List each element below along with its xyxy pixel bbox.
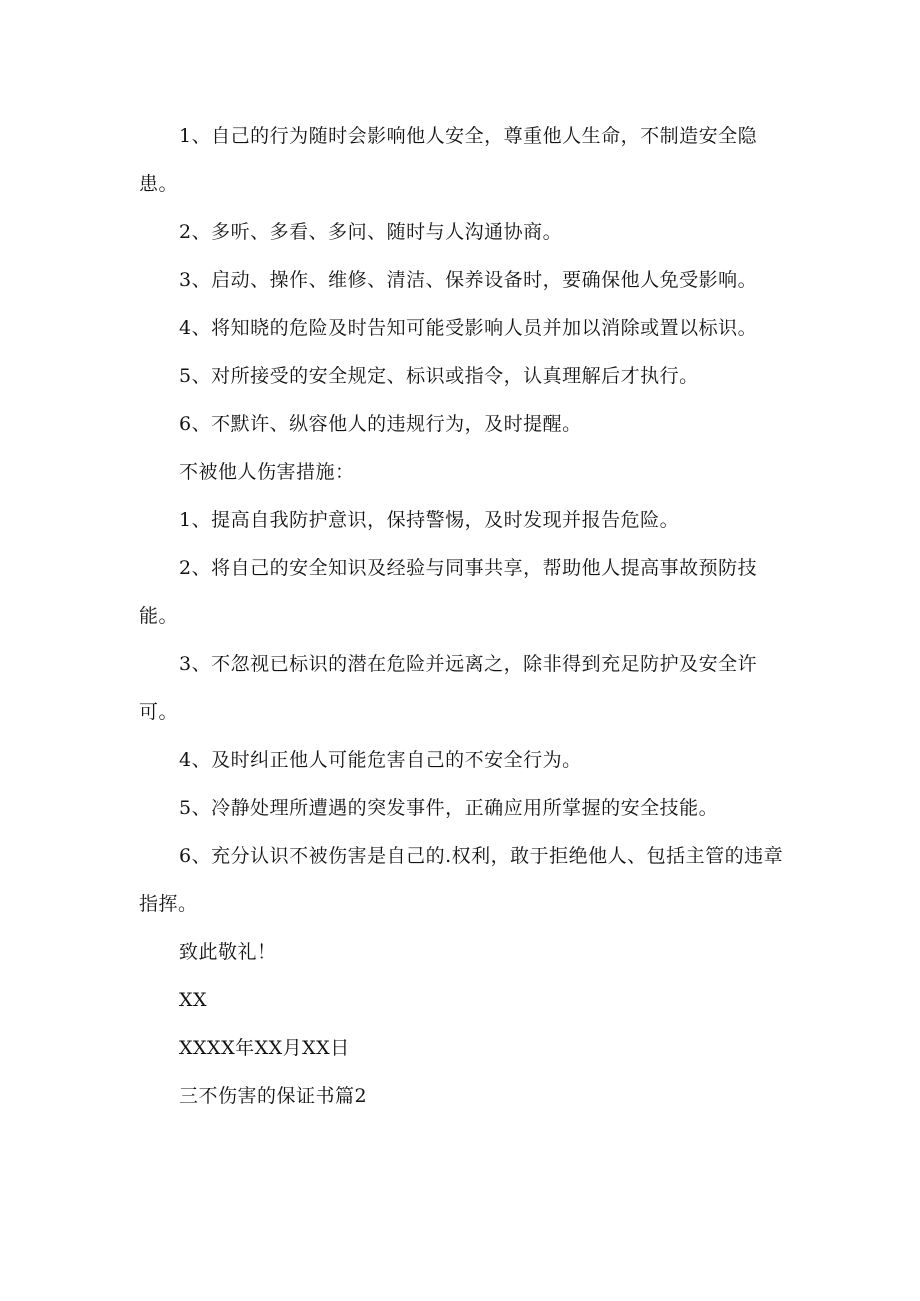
paragraph-item-12: 6、充分认识不被伤害是自己的.权利，敢于拒绝他人、包括主管的违章指挥。 <box>139 845 784 915</box>
section-heading: 不被他人伤害措施： <box>179 461 355 483</box>
paragraph-item-4: 4、将知晓的危险及时告知可能受影响人员并加以消除或置以标识。 <box>179 317 758 339</box>
paragraph-item-5: 5、对所接受的安全规定、标识或指令，认真理解后才执行。 <box>179 365 699 387</box>
closing-salutation: 致此敬礼！ <box>179 941 277 963</box>
paragraph-item-3: 3、启动、操作、维修、清洁、保养设备时，要确保他人免受影响。 <box>179 269 758 291</box>
document-body <box>139 112 789 1120</box>
signature-date: XXXX年XX月XX日 <box>179 1037 350 1059</box>
next-section-title: 三不伤害的保证书篇2 <box>179 1085 368 1107</box>
paragraph-item-11: 5、冷静处理所遭遇的突发事件，正确应用所掌握的安全技能。 <box>179 797 719 819</box>
paragraph-item-1: 1、自己的行为随时会影响他人安全，尊重他人生命，不制造安全隐患。 <box>139 125 758 195</box>
paragraph-item-10: 4、及时纠正他人可能危害自己的不安全行为。 <box>179 749 582 771</box>
paragraph-item-6: 6、不默许、纵容他人的违规行为，及时提醒。 <box>179 413 582 435</box>
paragraph-item-2: 2、多听、多看、多问、随时与人沟通协商。 <box>179 221 563 243</box>
paragraph-item-7: 1、提高自我防护意识，保持警惕，及时发现并报告危险。 <box>179 509 680 531</box>
signature-name: XX <box>179 989 208 1011</box>
paragraph-item-8: 2、将自己的安全知识及经验与同事共享，帮助他人提高事故预防技能。 <box>139 557 758 627</box>
paragraph-item-9: 3、不忽视已标识的潜在危险并远离之，除非得到充足防护及安全许可。 <box>139 653 758 723</box>
